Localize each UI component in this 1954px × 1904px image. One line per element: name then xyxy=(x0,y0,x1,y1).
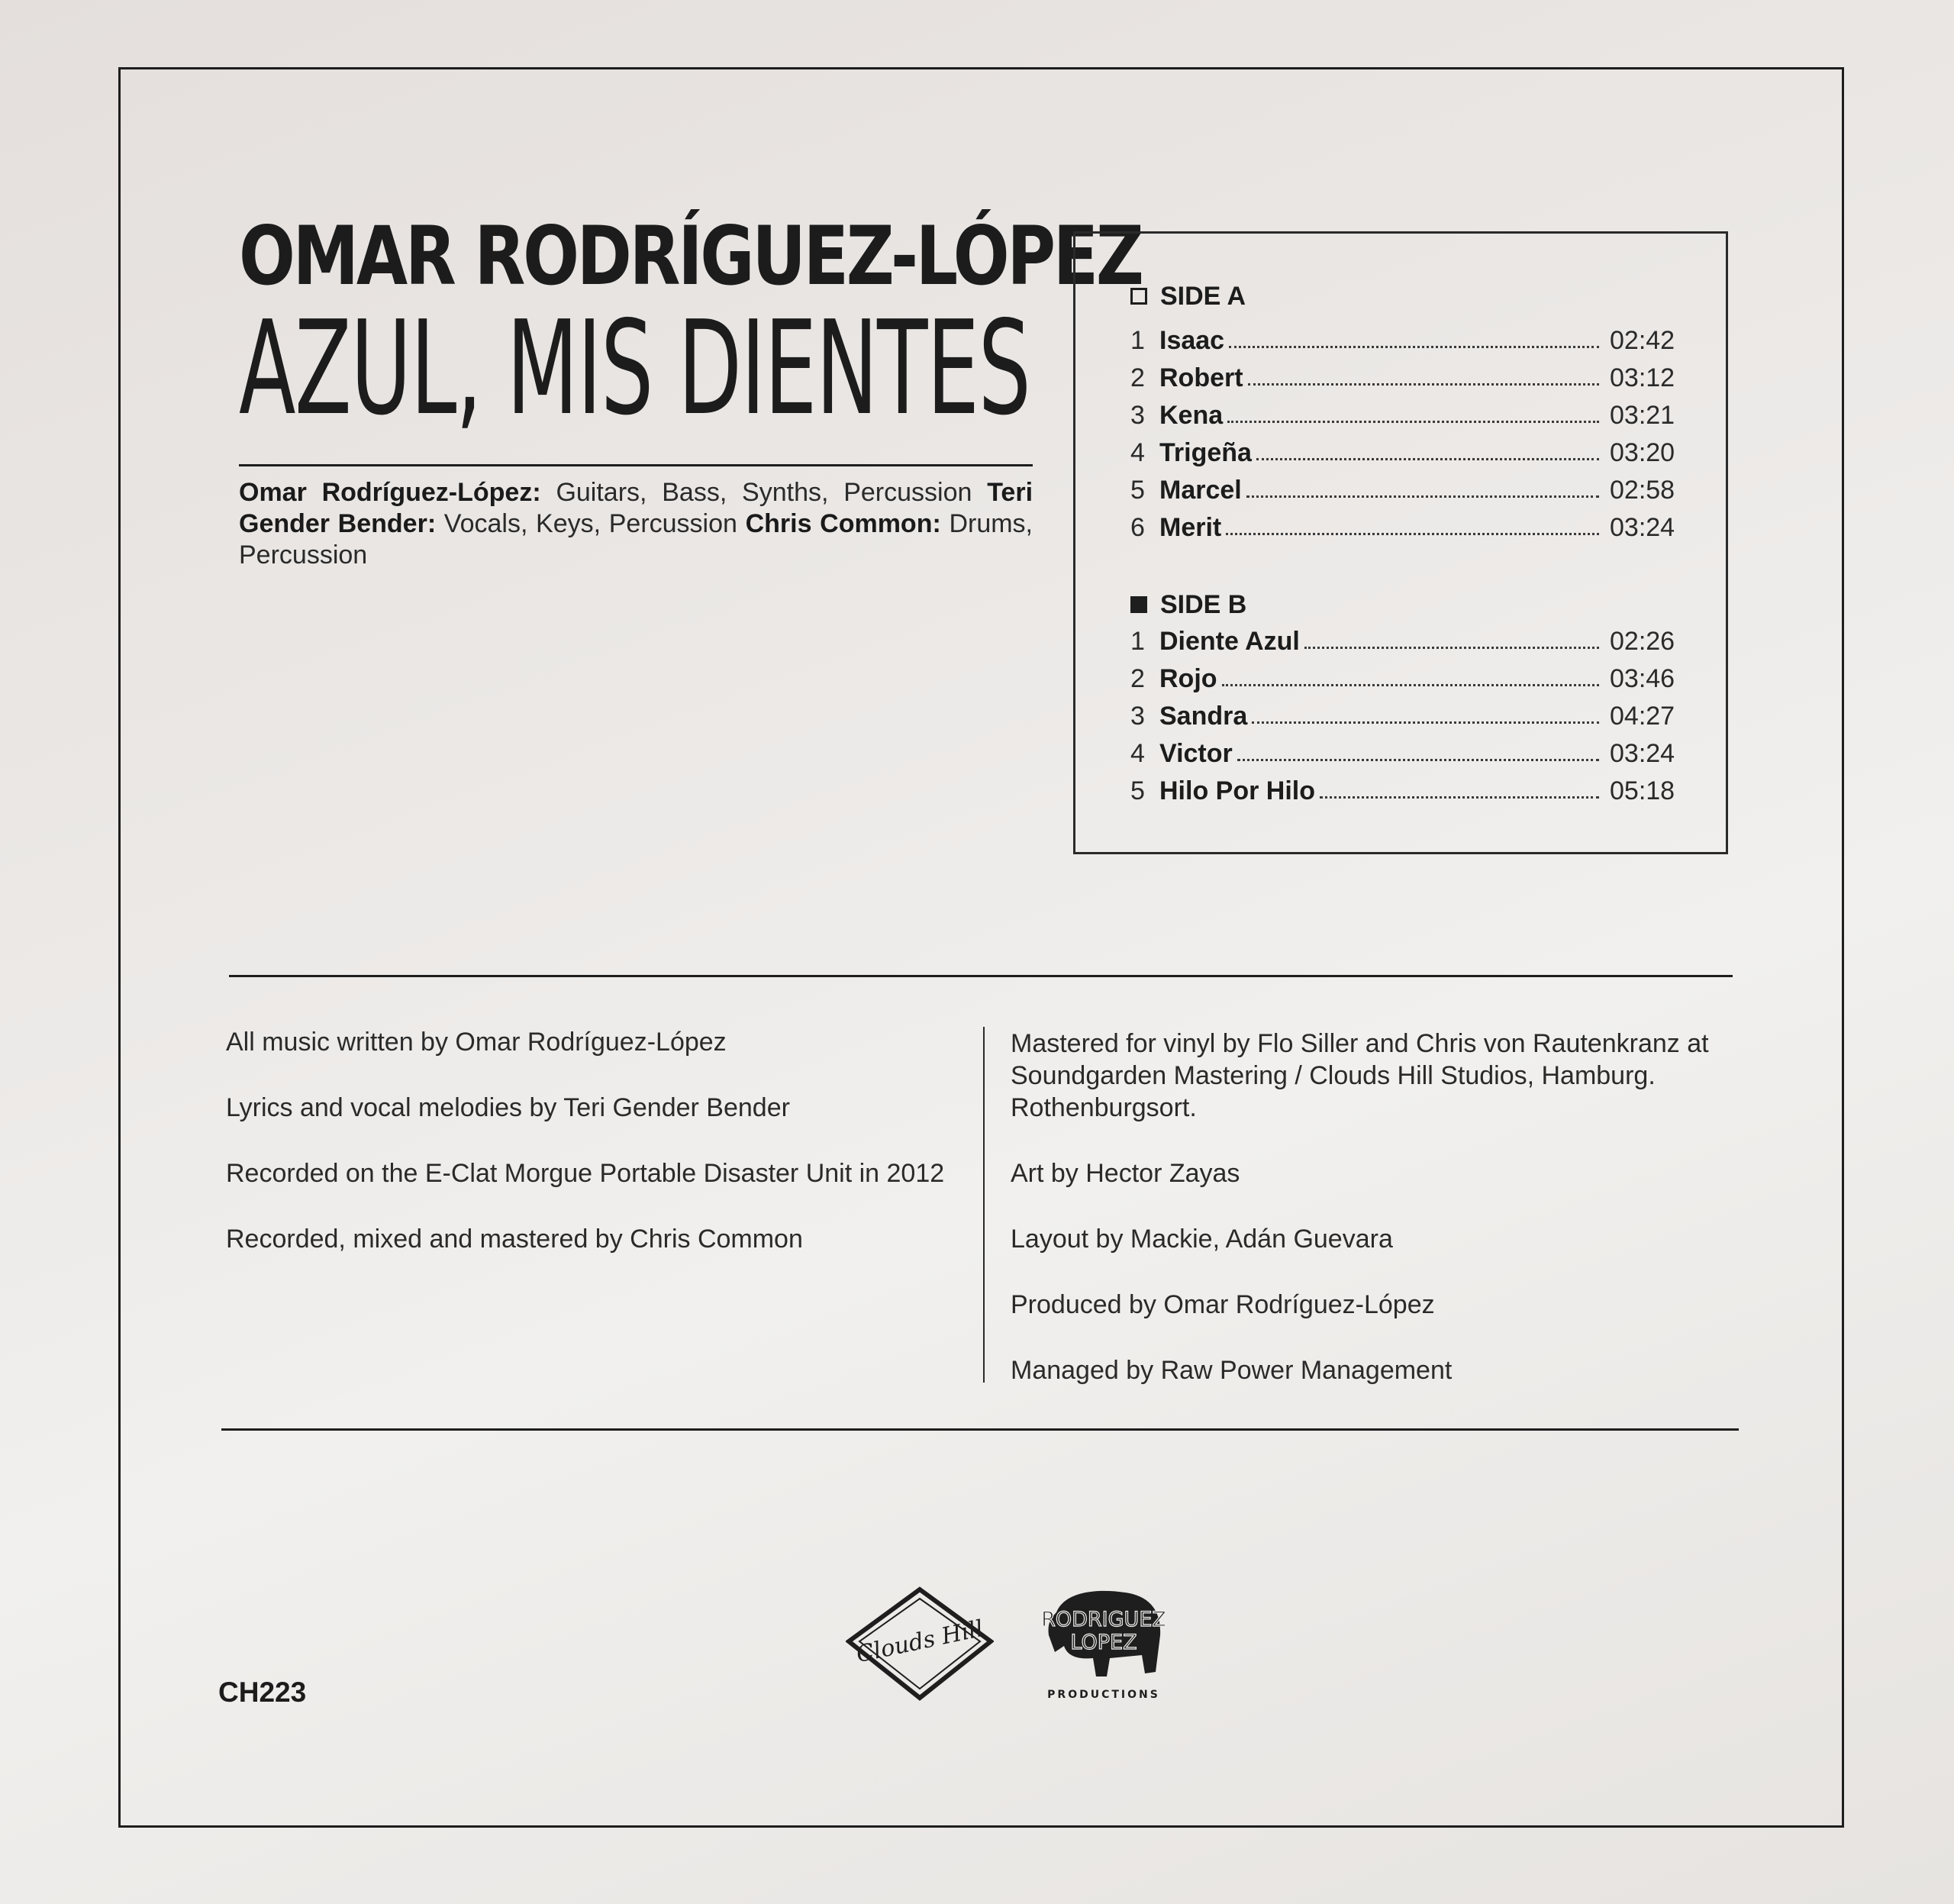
dot-leader xyxy=(1304,647,1599,649)
track-duration: 02:26 xyxy=(1610,627,1675,656)
track-number: 1 xyxy=(1130,326,1145,355)
note-line: All music written by Omar Rodríguez-López xyxy=(226,1028,727,1057)
track-number: 4 xyxy=(1130,739,1145,768)
note-line: Mastered for vinyl by Flo Siller and Chris von Rautenkranz at Soundgarden Mastering / Clouds Hill Studios, Hamburg. Rothenburgsort. xyxy=(1011,1029,1709,1122)
track-title: Isaac xyxy=(1159,326,1225,355)
note-line: Produced by Omar Rodríguez-López xyxy=(1011,1290,1435,1319)
personnel-role: Drums, Percussion xyxy=(239,509,1033,570)
note-line: Lyrics and vocal melodies by Teri Gender Bender xyxy=(226,1093,790,1122)
dot-leader xyxy=(1252,721,1599,724)
track-row xyxy=(1130,624,1683,658)
dot-leader xyxy=(1222,684,1599,686)
artist-name: OMAR RODRÍGUEZ-LÓPEZ xyxy=(239,209,1142,303)
track-number: 2 xyxy=(1130,363,1145,392)
clouds-hill-logo-text: Clouds Hill xyxy=(853,1615,986,1669)
track-title: Victor xyxy=(1159,739,1233,768)
track-row xyxy=(1130,511,1683,544)
column-divider xyxy=(983,1027,985,1383)
personnel-name: Chris Common: xyxy=(745,509,941,538)
track-row xyxy=(1130,324,1683,357)
tracklist-box xyxy=(1073,231,1728,854)
track-number: 2 xyxy=(1130,664,1145,693)
track-number: 4 xyxy=(1130,438,1145,467)
track-row xyxy=(1130,737,1683,770)
track-duration: 03:21 xyxy=(1610,401,1675,430)
bison-logo xyxy=(1041,1582,1166,1704)
track-number: 6 xyxy=(1130,513,1145,542)
track-row xyxy=(1130,699,1683,733)
personnel-role: Guitars, Bass, Synths, Percussion xyxy=(556,478,972,507)
track-duration: 02:42 xyxy=(1610,326,1675,355)
track-title: Diente Azul xyxy=(1159,627,1300,656)
track-title: Kena xyxy=(1159,401,1224,430)
track-row xyxy=(1130,774,1683,808)
dot-leader xyxy=(1229,346,1599,348)
dot-leader xyxy=(1227,421,1599,423)
section-divider-top xyxy=(229,975,1733,977)
side-b-label: SIDE B xyxy=(1160,590,1247,619)
track-number: 5 xyxy=(1130,476,1145,505)
catalog-number: CH223 xyxy=(218,1676,307,1708)
track-duration: 03:20 xyxy=(1610,438,1675,467)
track-title: Merit xyxy=(1159,513,1222,542)
note-line: Recorded, mixed and mastered by Chris Common xyxy=(226,1225,803,1254)
note-line: Recorded on the E-Clat Morgue Portable Disaster Unit in 2012 xyxy=(226,1159,945,1188)
personnel-role: Vocals, Keys, Percussion xyxy=(443,509,737,538)
dot-leader xyxy=(1248,383,1599,386)
notes-right-column xyxy=(1011,1028,1736,1420)
bison-logo-line2: LOPEZ xyxy=(1070,1631,1137,1654)
note-line: Managed by Raw Power Management xyxy=(1011,1356,1453,1385)
dot-leader xyxy=(1256,458,1599,460)
track-duration: 03:46 xyxy=(1610,664,1675,693)
track-title: Hilo Por Hilo xyxy=(1159,776,1315,805)
section-divider-bottom xyxy=(221,1428,1739,1431)
personnel-credits xyxy=(239,477,1033,571)
track-duration: 03:12 xyxy=(1610,363,1675,392)
track-title: Sandra xyxy=(1159,702,1248,731)
track-row xyxy=(1130,662,1683,695)
track-title: Robert xyxy=(1159,363,1243,392)
side-a-heading xyxy=(1130,281,1246,311)
personnel-name: Teri Gender Bender: xyxy=(239,478,1033,538)
title-divider xyxy=(239,464,1033,466)
track-row xyxy=(1130,473,1683,507)
personnel-name: Omar Rodríguez-López: xyxy=(239,478,541,507)
track-number: 3 xyxy=(1130,702,1145,731)
track-row xyxy=(1130,361,1683,395)
note-line: Art by Hector Zayas xyxy=(1011,1159,1240,1188)
clouds-hill-logo xyxy=(846,1586,994,1701)
track-duration: 03:24 xyxy=(1610,513,1675,542)
track-number: 1 xyxy=(1130,627,1145,656)
dot-leader xyxy=(1237,759,1599,761)
filled-square-icon xyxy=(1130,596,1147,613)
track-number: 3 xyxy=(1130,401,1145,430)
dot-leader xyxy=(1226,533,1599,535)
track-duration: 04:27 xyxy=(1610,702,1675,731)
dot-leader xyxy=(1246,495,1599,498)
track-title: Marcel xyxy=(1159,476,1242,505)
track-number: 5 xyxy=(1130,776,1145,805)
track-title: Rojo xyxy=(1159,664,1217,693)
notes-left-column xyxy=(226,1026,959,1289)
side-b-heading xyxy=(1130,589,1246,620)
track-duration: 05:18 xyxy=(1610,776,1675,805)
side-a-label: SIDE A xyxy=(1160,282,1246,311)
bison-logo-line3: PRODUCTIONS xyxy=(1047,1689,1160,1701)
track-duration: 02:58 xyxy=(1610,476,1675,505)
album-title: AZUL, MIS DIENTES xyxy=(239,293,1030,444)
bison-logo-line1: RODRIGUEZ xyxy=(1041,1608,1166,1631)
note-line: Layout by Mackie, Adán Guevara xyxy=(1011,1225,1393,1254)
track-duration: 03:24 xyxy=(1610,739,1675,768)
empty-square-icon xyxy=(1130,288,1147,305)
track-row xyxy=(1130,399,1683,432)
dot-leader xyxy=(1320,796,1599,799)
track-title: Trigeña xyxy=(1159,438,1252,467)
track-row xyxy=(1130,436,1683,470)
